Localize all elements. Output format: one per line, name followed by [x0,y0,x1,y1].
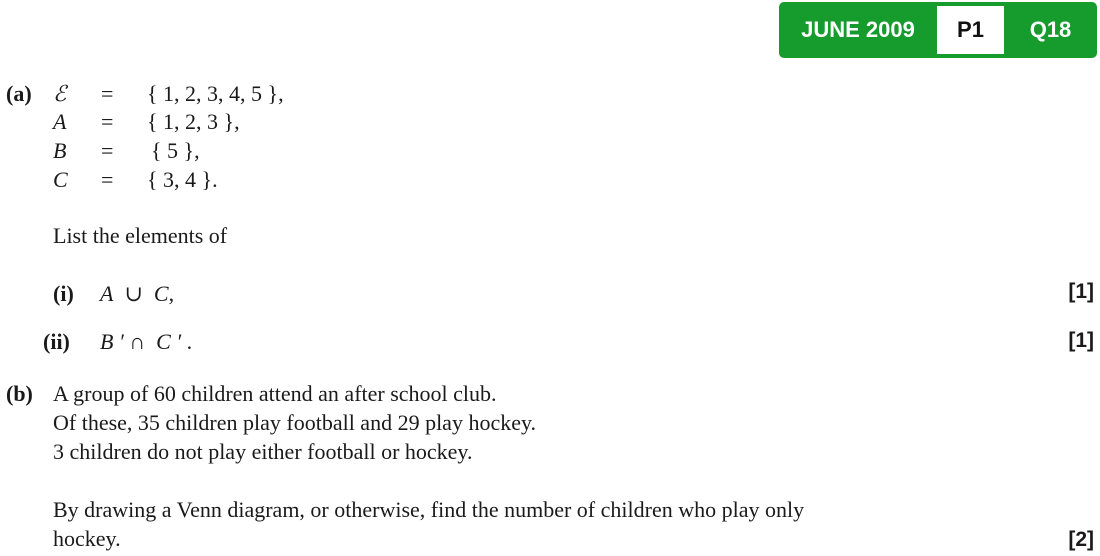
item-ii-marks: [1] [1068,329,1094,352]
set-a-symbol: A [53,109,67,134]
part-b-question-line-1: By drawing a Venn diagram, or otherwise, find the number of children who play only [53,497,805,522]
paper-number: P1 [937,6,1004,54]
item-i-marks: [1] [1068,280,1094,303]
part-b-line-1: A group of 60 children attend an after school club. [53,381,497,406]
equals-sign: = [101,167,114,192]
exam-date: JUNE 2009 [801,17,915,42]
item-i-expression: A ∪ C, [100,281,175,306]
universal-set-symbol: ℰ [53,81,67,106]
set-b-value: { 5 }, [151,138,200,163]
part-b-question-line-2: hockey. [53,526,121,551]
part-b-marks: [2] [1068,528,1094,551]
equals-sign: = [101,138,114,163]
equals-sign: = [101,81,114,106]
item-ii-label: (ii) [43,329,70,354]
equals-sign: = [101,109,114,134]
part-a-label: (a) [6,81,32,106]
set-a-value: { 1, 2, 3 }, [147,109,240,134]
part-b-line-2: Of these, 35 children play football and 29 play hockey. [53,410,537,435]
set-c-value: { 3, 4 }. [147,167,218,192]
question-reference-badge [779,2,1097,58]
set-c-symbol: C [53,167,68,192]
item-ii-expression: B ′ ∩ C ′ . [100,329,193,354]
universal-set-value: { 1, 2, 3, 4, 5 }, [147,81,284,106]
instruction-text: List the elements of [53,223,228,248]
set-b-symbol: B [53,138,67,163]
question-number: Q18 [1029,17,1072,42]
part-b-line-3: 3 children do not play either football or hockey. [53,439,473,464]
part-b-label: (b) [6,381,33,406]
item-i-label: (i) [53,281,74,306]
